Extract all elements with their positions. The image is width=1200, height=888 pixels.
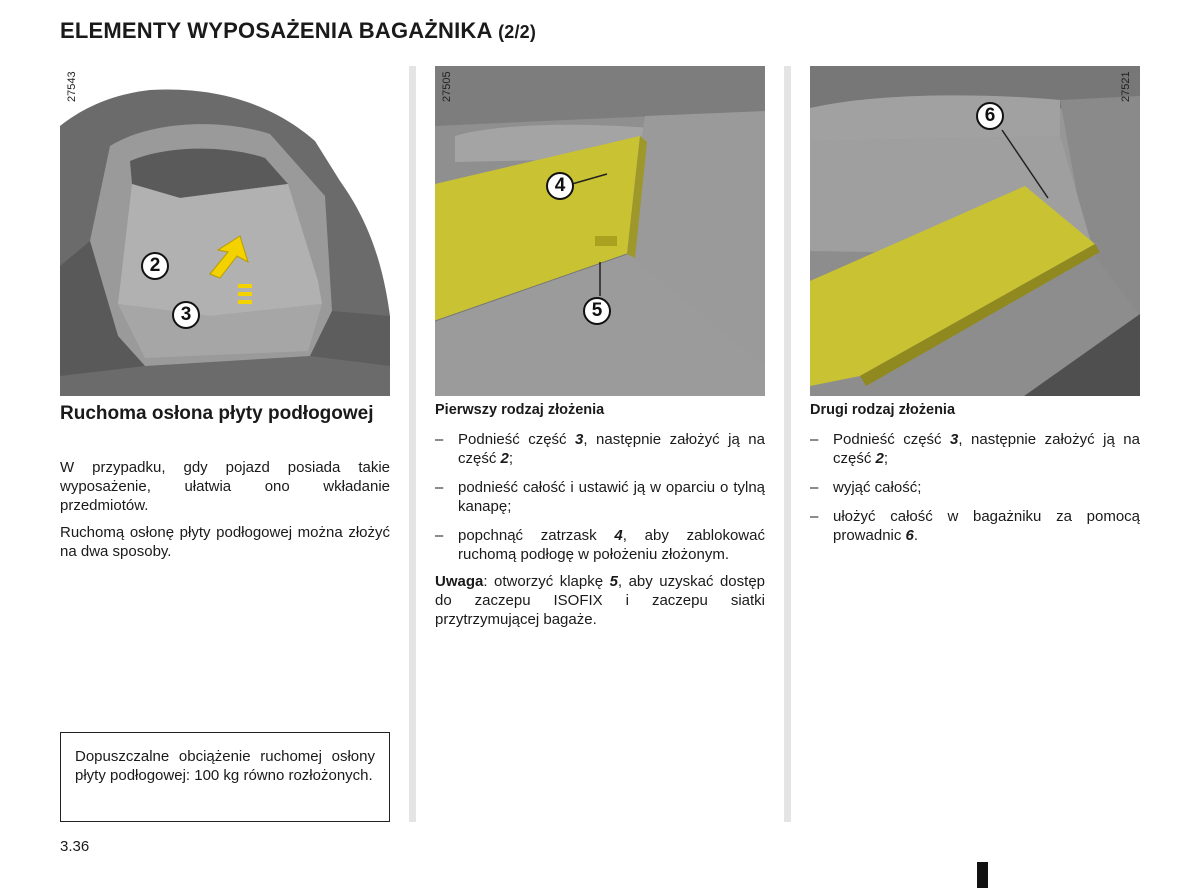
folding-ways-paragraph: Ruchomą osłonę płyty podłogowej można złożyć na dwa sposoby. [60, 524, 390, 560]
first-folding-heading: Pierwszy rodzaj złożenia [435, 402, 605, 418]
section-heading: Ruchoma osłona płyty podłogowej [60, 403, 374, 424]
figure-id: 27521 [1120, 71, 1132, 102]
page-number: 3.36 [60, 838, 90, 855]
second-folding-steps [810, 430, 1140, 555]
list-item: – wyjąć całość; [810, 479, 922, 496]
figure-second-folding-illustration [810, 66, 1140, 396]
list-item: – popchnąć zatrzask 4, aby zablokować ruchomą podłogę w położeniu złożonym. [435, 527, 765, 563]
first-folding-steps [435, 430, 765, 574]
figure-first-folding [435, 66, 765, 396]
page-title-suffix: (2/2) [498, 22, 537, 42]
column-divider-left [409, 66, 416, 822]
callout-2: 2 [141, 252, 169, 280]
list-item: – ułożyć całość w bagażniku za pomocą prowadnic 6. [810, 508, 1140, 544]
figure-open-trunk [60, 66, 390, 396]
figure-first-folding-illustration [435, 66, 765, 396]
callout-5: 5 [583, 297, 611, 325]
figure-id: 27543 [66, 71, 78, 102]
second-folding-heading: Drugi rodzaj złożenia [810, 402, 956, 418]
list-item: – Podnieść część 3, następnie założyć ją na część 2; [810, 431, 1140, 467]
figure-second-folding [810, 66, 1140, 396]
load-limit-note-text: Dopuszczalne obciążenie ruchomej osłony płyty podłogowej: 100 kg równo rozłożonych. [75, 748, 375, 784]
callout-6: 6 [976, 102, 1004, 130]
list-item: – podnieść całość i ustawić ją w oparciu o tylną kanapę; [435, 479, 765, 515]
page-title [60, 18, 536, 44]
figure-id: 27505 [441, 71, 453, 102]
page-title-main: ELEMENTY WYPOSAŻENIA BAGAŻNIKA [60, 18, 492, 43]
intro-paragraph: W przypadku, gdy pojazd posiada takie wyposażenie, ułatwia ono wkładanie przedmiotów. [60, 459, 390, 514]
first-folding-note: Uwaga: otworzyć klapkę 5, aby uzyskać dostęp do zaczepu ISOFIX i zaczepu siatki przytrzymującej bagaże. [435, 573, 765, 628]
list-item: – Podnieść część 3, następnie założyć ją na część 2; [435, 431, 765, 467]
page-edge-marker [977, 862, 988, 888]
figure-open-trunk-illustration [60, 66, 390, 396]
column-divider-right [784, 66, 791, 822]
callout-3: 3 [172, 301, 200, 329]
load-limit-note [60, 732, 390, 822]
callout-4: 4 [546, 172, 574, 200]
